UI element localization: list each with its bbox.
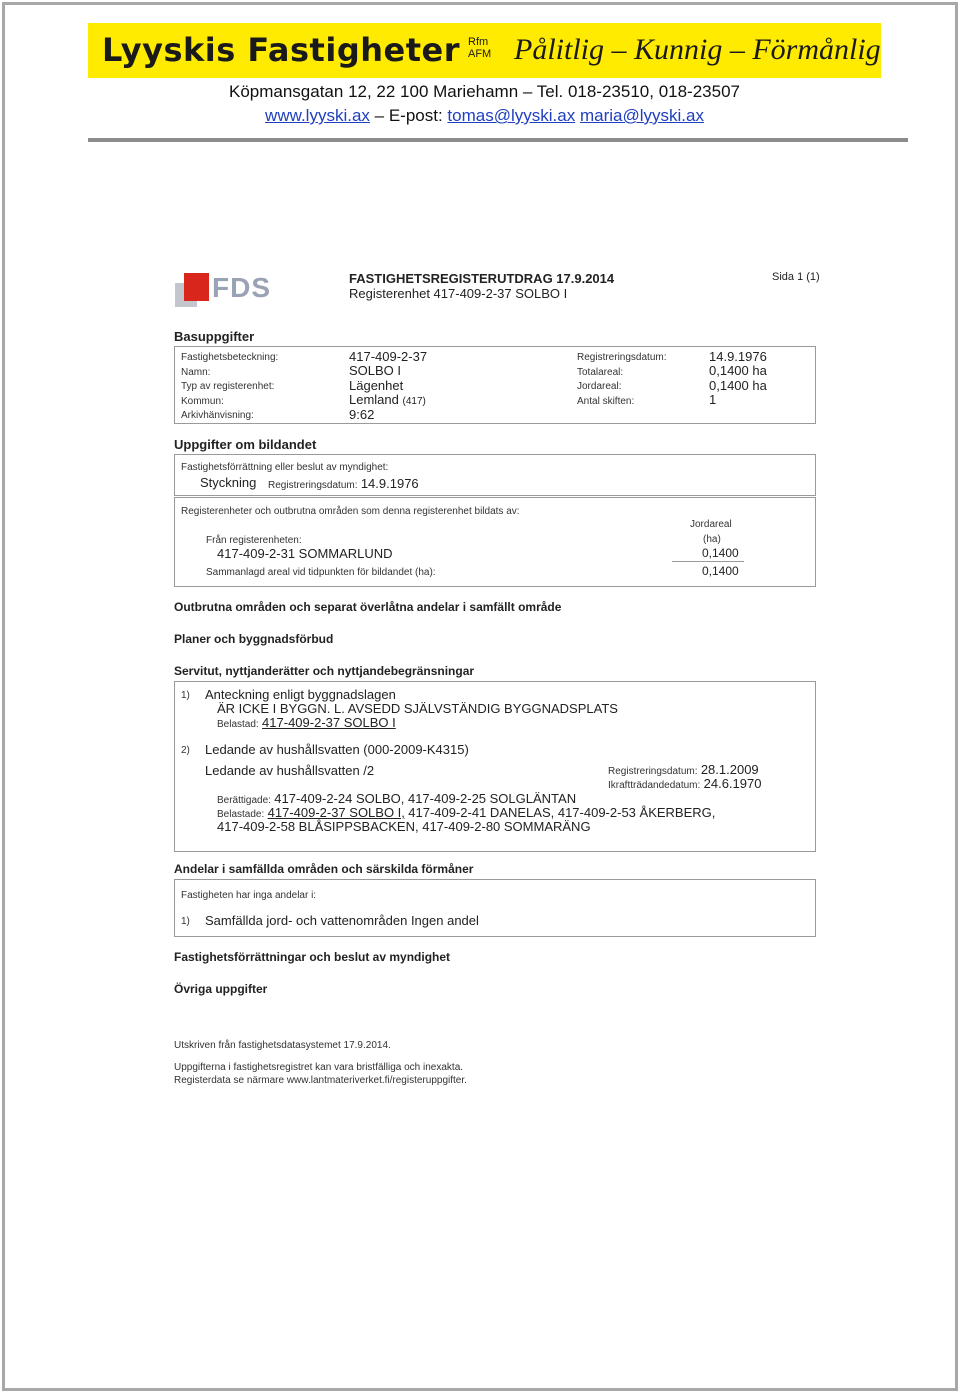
email-link-maria[interactable]: maria@lyyski.ax: [579, 106, 704, 125]
label-antal-skiften: Antal skiften:: [577, 396, 635, 407]
value-fran: 417-409-2-31 SOMMARLUND: [217, 546, 393, 561]
value-fastighetsbeteckning: 417-409-2-37: [349, 349, 428, 364]
section-outbrutna: Outbrutna områden och separat överlåtna andelar i samfällt område: [174, 600, 562, 614]
value-totalareal: 0,1400 ha: [709, 363, 767, 378]
section-planer: Planer och byggnadsförbud: [174, 632, 334, 646]
value-jordareal: 0,1400 ha: [709, 378, 767, 393]
servitut-item2-ikraft: Ikraftträdandedatum: 24.6.1970: [608, 776, 762, 791]
value-kommun: Lemland (417): [349, 392, 426, 407]
footer-utskriven: Utskriven från fastighetsdatasystemet 17.9.2014.: [174, 1040, 391, 1051]
tagline: Pålitlig – Kunnig – Förmånlig: [514, 33, 881, 66]
page-number: Sida 1 (1): [772, 271, 820, 283]
value-namn: SOLBO I: [349, 363, 402, 378]
servitut-item1-belastad: Belastad: 417-409-2-37 SOLBO I: [217, 715, 396, 730]
label-typ: Typ av registerenhet:: [181, 381, 275, 392]
fds-logo-square-red: [184, 273, 209, 301]
servitut-berattigade: Berättigade: 417-409-2-24 SOLBO, 417-409-2-25 SOLGLÄNTAN: [217, 791, 577, 806]
value-registreringsdatum: 14.9.1976: [709, 349, 767, 364]
value-typ: Lägenhet: [349, 378, 404, 393]
servitut-item1-text: ÄR ICKE I BYGGN. L. AVSEDD SJÄLVSTÄNDIG BYGGNADSPLATS: [217, 701, 618, 716]
area-underline: [672, 561, 744, 562]
label-fastighetsbeteckning: Fastighetsbeteckning:: [181, 352, 279, 363]
andelar-intro: Fastigheten har inga andelar i:: [181, 890, 317, 901]
servitut-item2-num: 2): [181, 745, 190, 756]
section-basuppgifter: Basuppgifter: [174, 329, 255, 344]
servitut-item1-title: Anteckning enligt byggnadslagen: [205, 687, 396, 702]
document-title: FASTIGHETSREGISTERUTDRAG 17.9.2014: [349, 271, 615, 286]
company-address: Köpmansgatan 12, 22 100 Mariehamn – Tel. 018-23510, 018-23507: [228, 82, 740, 101]
label-registerenheter: Registerenheter och outbrutna områden som denna registerenhet bildats av:: [181, 506, 520, 517]
footer-registerdata: Registerdata se närmare www.lantmateriverket.fi/registeruppgifter.: [174, 1075, 467, 1086]
label-jordareal: Jordareal:: [577, 381, 622, 392]
label-totalareal: Totalareal:: [577, 367, 624, 378]
company-logo: Lyyskis Fastigheter: [102, 31, 460, 69]
value-arkiv: 9:62: [349, 407, 375, 422]
label-namn: Namn:: [181, 367, 211, 378]
website-link[interactable]: www.lyyski.ax: [265, 106, 370, 125]
email-prefix: – E-post:: [374, 106, 443, 125]
label-sammanlagd: Sammanlagd areal vid tidpunkten för bildandet (ha):: [206, 567, 436, 578]
label-kommun: Kommun:: [181, 396, 224, 407]
andelar-item-text: Samfällda jord- och vattenområden Ingen andel: [205, 913, 479, 928]
servitut-belastade: Belastade: 417-409-2-37 SOLBO I, 417-409-2-41 DANELAS, 417-409-2-53 ÅKERBERG,: [217, 805, 716, 820]
footer-disclaimer: Uppgifterna i fastighetsregistret kan vara bristfälliga och inexakta.: [174, 1062, 464, 1073]
fds-logo: FDS: [212, 272, 271, 303]
servitut-belastade-line2: 417-409-2-58 BLÅSIPPSBACKEN, 417-409-2-80 SOMMARÄNG: [217, 819, 591, 834]
value-forrattning: Styckning: [200, 475, 257, 490]
section-bildandet: Uppgifter om bildandet: [174, 437, 317, 452]
label-fran: Från registerenheten:: [206, 535, 302, 546]
servitut-item1-num: 1): [181, 690, 190, 701]
section-andelar: Andelar i samfällda områden och särskilda förmåner: [174, 862, 474, 876]
value-sammanlagd: 0,1400: [702, 564, 739, 578]
servitut-item2-sub: Ledande av hushållsvatten /2: [205, 763, 375, 778]
bildandet-regdatum: Registreringsdatum: 14.9.1976: [268, 476, 419, 491]
document-subtitle: Registerenhet 417-409-2-37 SOLBO I: [349, 286, 568, 301]
label-registreringsdatum: Registreringsdatum:: [577, 352, 667, 363]
label-jordareal-col: Jordareal: [690, 519, 732, 530]
label-ha: (ha): [703, 534, 721, 545]
servitut-item2-title: Ledande av hushållsvatten (000-2009-K4315): [205, 742, 469, 757]
label-arkiv: Arkivhänvisning:: [181, 410, 254, 421]
rfm-badge: Rfm AFM: [468, 36, 492, 60]
andelar-box: [174, 879, 816, 937]
servitut-item2-reg: Registreringsdatum: 28.1.2009: [608, 762, 759, 777]
value-antal-skiften: 1: [709, 392, 717, 407]
section-ovriga: Övriga uppgifter: [174, 982, 268, 996]
value-fran-area: 0,1400: [702, 546, 739, 560]
andelar-item-num: 1): [181, 916, 190, 927]
label-forrattning: Fastighetsförrättning eller beslut av myndighet:: [181, 462, 389, 473]
section-forrattningar: Fastighetsförrättningar och beslut av myndighet: [174, 950, 451, 964]
email-link-tomas[interactable]: tomas@lyyski.ax: [447, 106, 576, 125]
section-servitut: Servitut, nyttjanderätter och nyttjandebegränsningar: [174, 664, 475, 678]
